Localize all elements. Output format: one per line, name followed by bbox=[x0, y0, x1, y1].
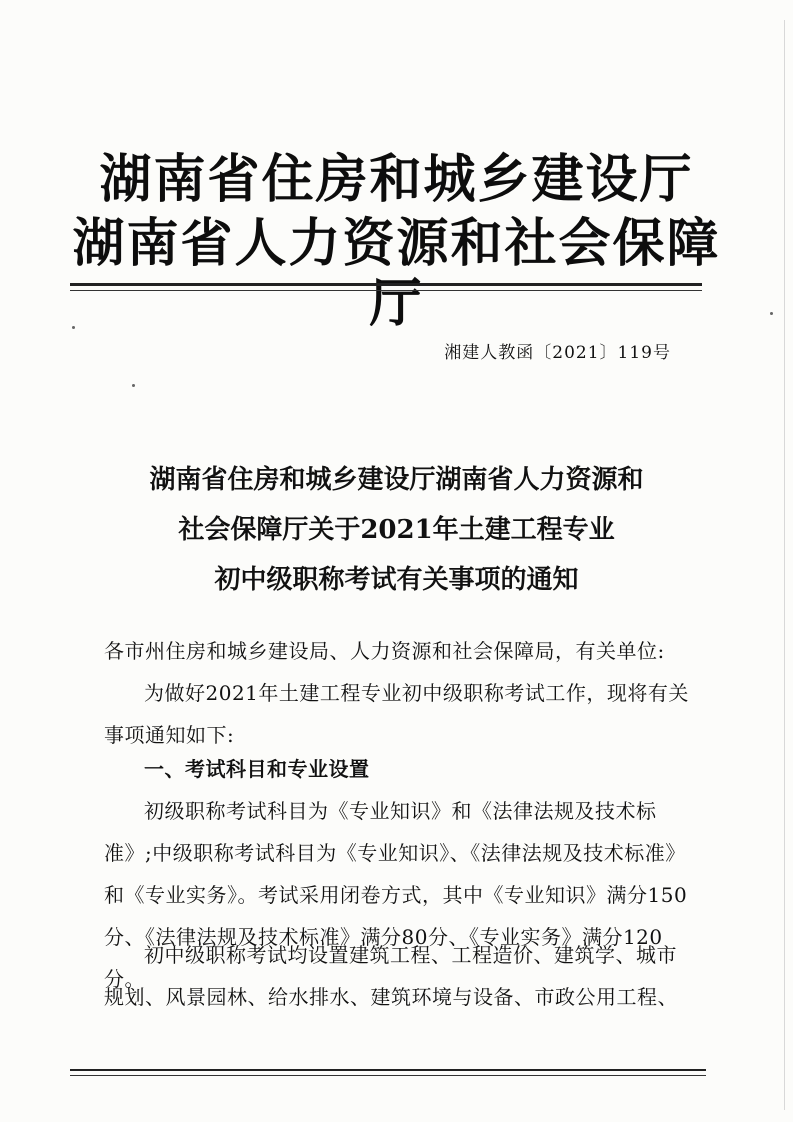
scan-speck bbox=[72, 326, 75, 329]
letterhead-line-2: 湖南省人力资源和社会保障厅 bbox=[72, 214, 721, 334]
letterhead-line-1: 湖南省住房和城乡建设厅 bbox=[99, 150, 694, 210]
document-number: 湘建人教函〔2021〕119号 bbox=[444, 343, 671, 363]
scan-speck bbox=[132, 384, 135, 387]
document-title-line-3: 初中级职称考试有关事项的通知 bbox=[214, 565, 579, 595]
document-title-line-1: 湖南省住房和城乡建设厅湖南省人力资源和 bbox=[149, 465, 644, 495]
intro-paragraph: 为做好2021年土建工程专业初中级职称考试工作，现将有关事项通知如下: bbox=[104, 681, 689, 747]
page-edge bbox=[784, 20, 785, 1110]
document-title-line-2: 社会保障厅关于2021年土建工程专业 bbox=[178, 515, 615, 545]
specialties-paragraph: 初中级职称考试均设置建筑工程、工程造价、建筑学、城市规划、风景园林、给水排水、建筑环境与设备、市政公用工程、 bbox=[104, 943, 678, 1009]
addressee-line: 各市州住房和城乡建设局、人力资源和社会保障局，有关单位: bbox=[104, 639, 665, 663]
letterhead-divider bbox=[70, 283, 702, 286]
letterhead-divider-thin bbox=[70, 290, 702, 291]
footer-divider-thin bbox=[70, 1075, 706, 1076]
footer-divider bbox=[70, 1069, 706, 1071]
scan-speck bbox=[770, 312, 773, 315]
exam-subjects-paragraph: 初级职称考试科目为《专业知识》和《法律法规及技术标准》;中级职称考试科目为《专业知识》、《法律法规及技术标准》和《专业实务》。考试采用闭卷方式，其中《专业知识》满分150分、《法律法规及技术标准》满分80分、《专业实务》满分120分。 bbox=[104, 799, 688, 991]
section-heading: 一、考试科目和专业设置 bbox=[144, 757, 370, 781]
